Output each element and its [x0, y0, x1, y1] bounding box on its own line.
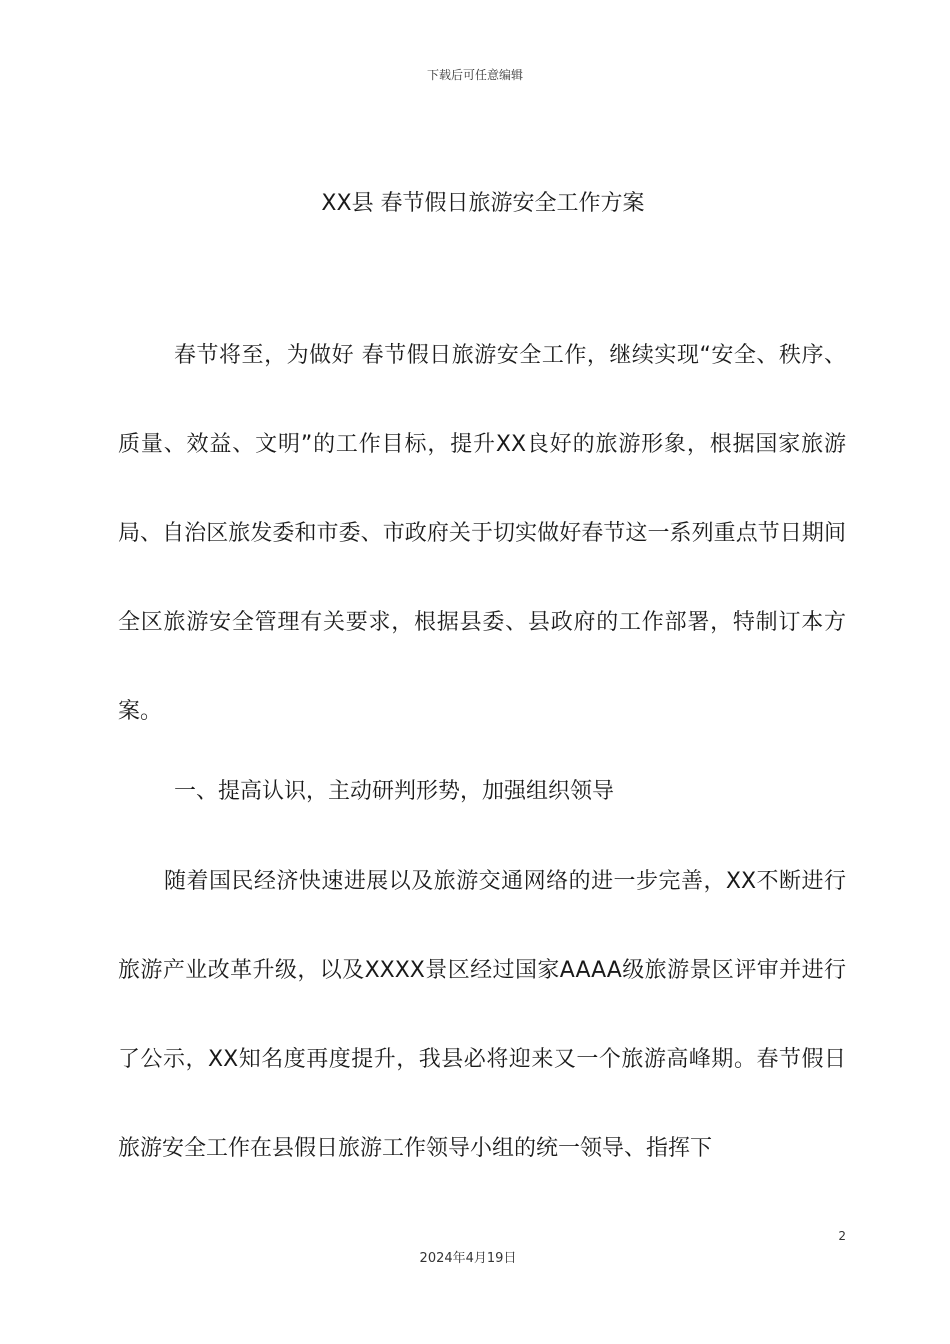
header-note: 下载后可任意编辑 [426, 68, 523, 82]
page-number: 2 [838, 1229, 846, 1243]
section-heading: 一、提高认识，主动研判形势，加强组织领导 [174, 779, 615, 804]
document-title: XX县 春节假日旅游安全工作方案 [321, 191, 645, 216]
intro-paragraph: 春节将至，为做好 春节假日旅游安全工作，继续实现“安全、秩序、质量、效益、文明”的工作目标，提升XX良好的旅游形象，根据国家旅游局、自治区旅发委和市委、市政府关于切实做好春节这一系列重点节日期间全区旅游安全管理有关要求，根据县委、县政府的工作部署，特制订本方案。 [118, 343, 846, 724]
body-paragraph: 随着国民经济快速进展以及旅游交通网络的进一步完善，XX不断进行旅游产业改革升级，以及XXXX景区经过国家AAAA级旅游景区评审并进行了公示，XX知名度再度提升，我县必将迎来又一个旅游高峰期。春节假日旅游安全工作在县假日旅游工作领导小组的统一领导、指挥下 [118, 869, 846, 1161]
footer-date: 2024年4月19日 [419, 1251, 517, 1266]
